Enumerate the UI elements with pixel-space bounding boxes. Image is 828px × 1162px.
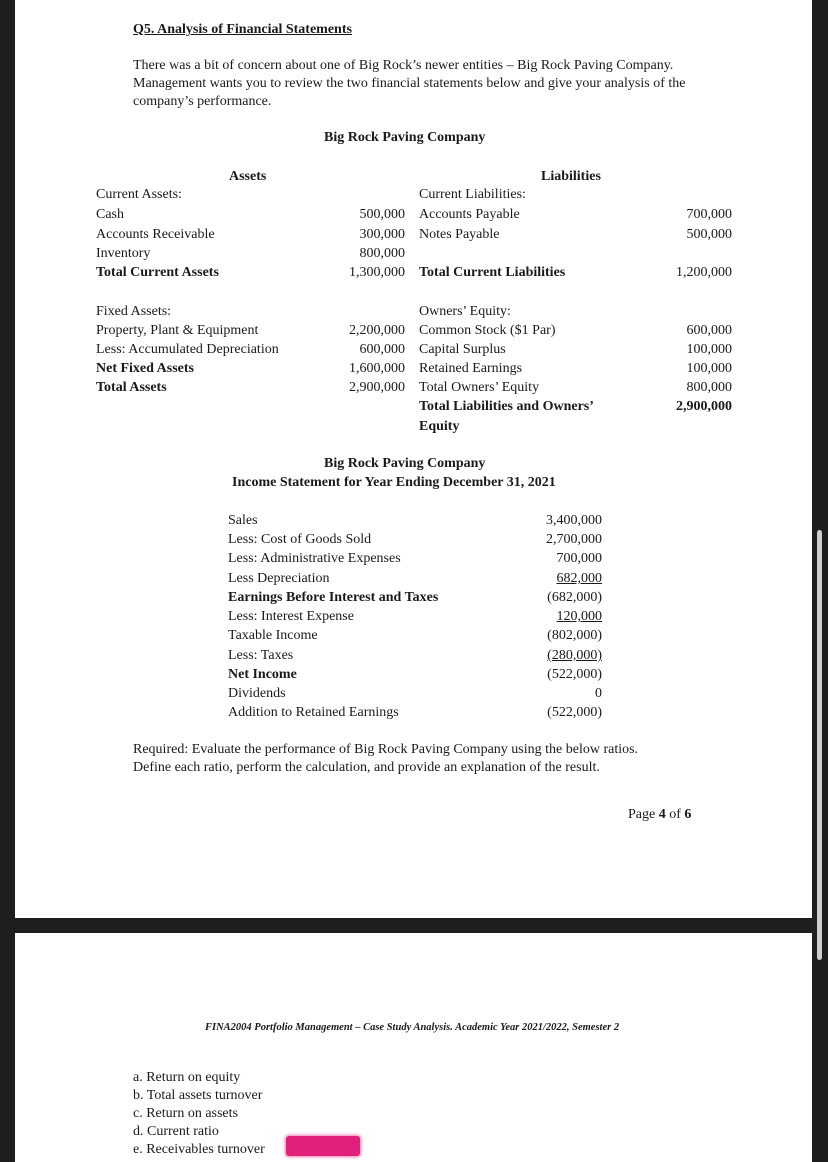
income-row-label: Less: Cost of Goods Sold: [228, 532, 372, 547]
income-row-label: Net Income: [228, 667, 297, 682]
asset-label: Inventory: [96, 246, 151, 261]
asset-total-label: Total Current Assets: [96, 265, 219, 280]
income-row-label: Addition to Retained Earnings: [228, 705, 399, 720]
ratio-item: b. Total assets turnover: [133, 1088, 263, 1103]
liability-value: 700,000: [686, 207, 732, 222]
liability-total-label-cont: Equity: [419, 419, 460, 434]
asset-value: 1,600,000: [349, 361, 405, 376]
balance-sheet-company: Big Rock Paving Company: [324, 130, 486, 145]
liability-label: Notes Payable: [419, 227, 500, 242]
asset-value: 800,000: [359, 246, 405, 261]
ratio-item: e. Receivables turnover: [133, 1142, 265, 1157]
income-row-value: 0: [595, 686, 602, 701]
liability-label: Accounts Payable: [419, 207, 520, 222]
liability-label: Retained Earnings: [419, 361, 523, 376]
income-row-label: Dividends: [228, 686, 286, 701]
page-number-middle: of: [665, 807, 685, 822]
asset-total-label: Net Fixed Assets: [96, 361, 194, 376]
asset-label: Property, Plant & Equipment: [96, 323, 259, 338]
question-heading: Q5. Analysis of Financial Statements: [133, 22, 352, 37]
liability-value: 2,900,000: [676, 399, 732, 414]
income-row-value: (280,000): [547, 648, 602, 663]
income-statement-company: Big Rock Paving Company: [324, 456, 486, 471]
income-row-value: (522,000): [547, 667, 602, 682]
income-row-value: 3,400,000: [546, 513, 602, 528]
asset-value: 300,000: [359, 227, 405, 242]
income-row-value: 2,700,000: [546, 532, 602, 547]
income-row-label: Taxable Income: [228, 628, 318, 643]
income-statement-title: Income Statement for Year Ending December 31, 2021: [232, 475, 556, 490]
liability-value: 800,000: [686, 380, 732, 395]
scrollbar[interactable]: [817, 530, 822, 960]
liability-value: 100,000: [686, 361, 732, 376]
income-row-label: Sales: [228, 513, 258, 528]
asset-value: 2,900,000: [349, 380, 405, 395]
asset-value: 500,000: [359, 207, 405, 222]
owners-equity-label: Owners’ Equity:: [419, 304, 511, 319]
income-row-value: (802,000): [547, 628, 602, 643]
current-liabilities-label: Current Liabilities:: [419, 187, 526, 202]
liability-total-label: Total Current Liabilities: [419, 265, 566, 280]
income-row-label: Less Depreciation: [228, 571, 330, 586]
current-assets-label: Current Assets:: [96, 187, 182, 202]
ratio-item: a. Return on equity: [133, 1070, 241, 1085]
question-intro: There was a bit of concern about one of Big Rock’s newer entities – Big Rock Paving Company. Management wants you to review the two financial statements below and give your analysis of the company’s performance.: [133, 58, 686, 109]
page-number: [628, 806, 691, 823]
required-text: Required: Evaluate the performance of Big Rock Paving Company using the below ratios. Define each ratio, perform the calculation, and provide an explanation of the result.: [133, 742, 639, 775]
income-row-value-wrap: [482, 570, 602, 587]
liability-value: 600,000: [686, 323, 732, 338]
liabilities-header: Liabilities: [541, 169, 601, 184]
income-row-value-wrap: [482, 608, 602, 625]
income-row-value-wrap: [482, 647, 602, 664]
income-row-value: (522,000): [547, 705, 602, 720]
liability-total-label: Total Liabilities and Owners’: [419, 399, 594, 414]
page-number-current: 4: [658, 807, 666, 822]
income-row-value: (682,000): [547, 590, 602, 605]
income-row-label: Less: Taxes: [228, 648, 294, 663]
income-row-label: Less: Administrative Expenses: [228, 551, 401, 566]
asset-label: Accounts Receivable: [96, 227, 215, 242]
page-number-total: 6: [684, 807, 692, 822]
liability-value: 1,200,000: [676, 265, 732, 280]
income-row-value: 120,000: [556, 609, 602, 624]
income-row-label: Less: Interest Expense: [228, 609, 354, 624]
income-row-value: 700,000: [556, 551, 602, 566]
ratio-item: c. Return on assets: [133, 1106, 238, 1121]
page-footer: FINA2004 Portfolio Management – Case Study Analysis. Academic Year 2021/2022, Semester 2: [205, 1022, 620, 1033]
liability-value: 500,000: [686, 227, 732, 242]
ratio-item: d. Current ratio: [133, 1124, 219, 1139]
liability-label: Capital Surplus: [419, 342, 506, 357]
page-number-prefix: Page: [628, 807, 659, 822]
income-row-label: Earnings Before Interest and Taxes: [228, 590, 439, 605]
asset-value: 600,000: [359, 342, 405, 357]
fixed-assets-label: Fixed Assets:: [96, 304, 172, 319]
asset-label: Less: Accumulated Depreciation: [96, 342, 279, 357]
redaction-mark: [286, 1136, 360, 1156]
asset-label: Cash: [96, 207, 124, 222]
liability-label: Total Owners’ Equity: [419, 380, 540, 395]
assets-header: Assets: [229, 169, 267, 184]
asset-value: 2,200,000: [349, 323, 405, 338]
asset-value: 1,300,000: [349, 265, 405, 280]
liability-label: Common Stock ($1 Par): [419, 323, 556, 338]
asset-total-label: Total Assets: [96, 380, 167, 395]
income-row-value: 682,000: [556, 571, 602, 586]
liability-value: 100,000: [686, 342, 732, 357]
